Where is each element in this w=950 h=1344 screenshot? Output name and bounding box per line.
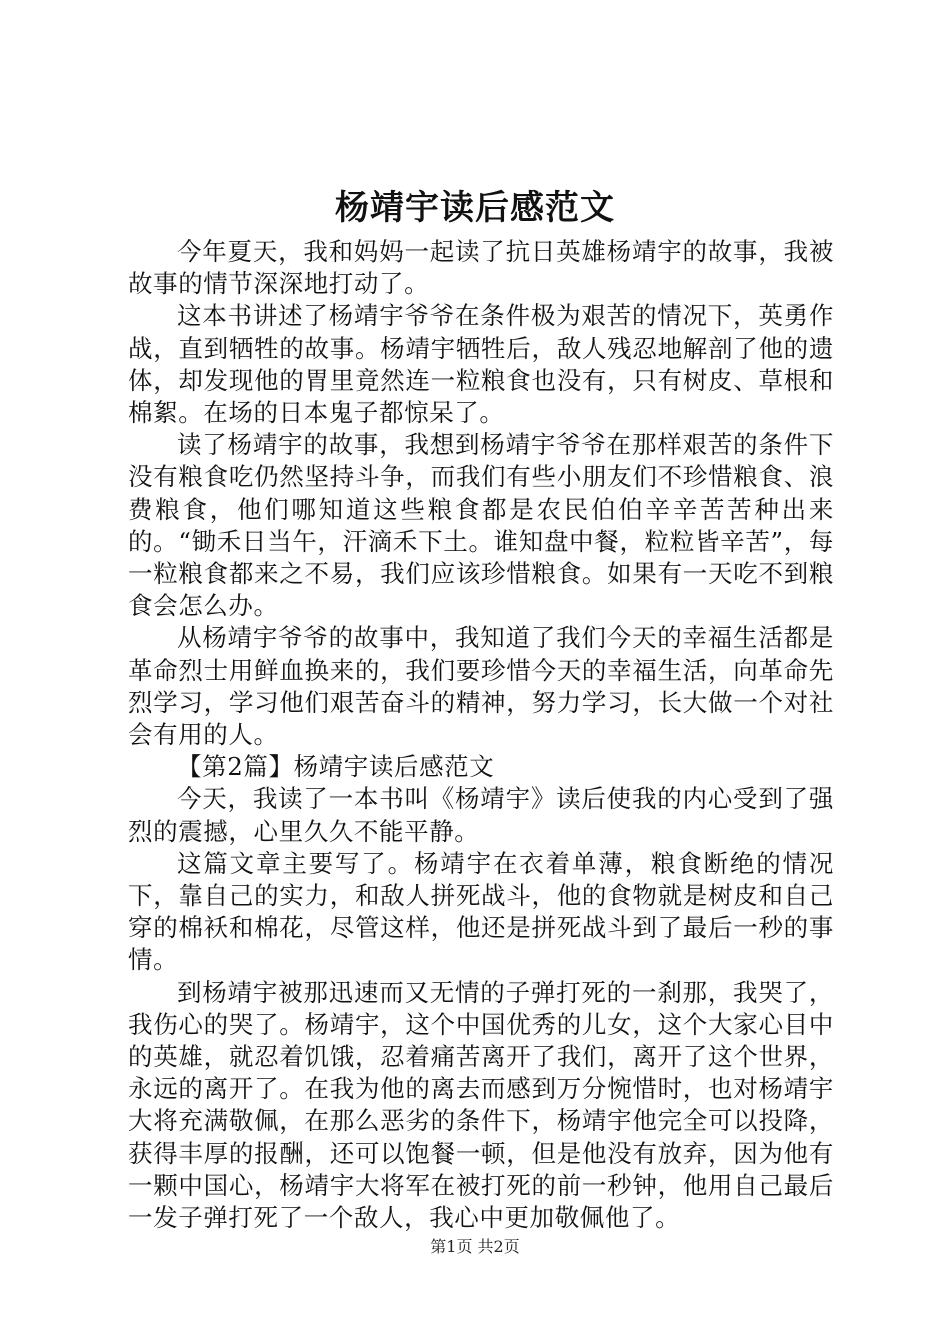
section-heading: 【第2篇】杨靖宇读后感范文 <box>177 752 495 782</box>
page-title: 杨靖宇读后感范文 <box>335 188 615 228</box>
paragraph-2: 这本书讲述了杨靖宇爷爷在条件极为艰苦的情况下，英勇作战，直到牺牲的故事。杨靖宇牺牲后，敌人残忍地解剖了他的遗体，却发现他的胃里竟然连一粒粮食也没有，只有树皮、草根和棉絮。在场的日本鬼子都惊呆了。 <box>128 301 834 428</box>
paragraph-4: 从杨靖宇爷爷的故事中，我知道了我们今天的幸福生活都是革命烈士用鲜血换来的，我们要珍惜今天的幸福生活，向革命先烈学习，学习他们艰苦奋斗的精神，努力学习，长大做一个对社会有用的人。 <box>128 623 834 750</box>
paragraph-6: 这篇文章主要写了。杨靖宇在衣着单薄，粮食断绝的情况下，靠自己的实力，和敌人拼死战斗，他的食物就是树皮和自己穿的棉袄和棉花，尽管这样，他还是拼死战斗到了最后一秒的事情。 <box>128 848 834 975</box>
paragraph-7: 到杨靖宇被那迅速而又无情的子弹打死的一刹那，我哭了，我伤心的哭了。杨靖宇，这个中国优秀的儿女，这个大家心目中的英雄，就忍着饥饿，忍着痛苦离开了我们，离开了这个世界，永远的离开了。在我为他的离去而感到万分惋惜时，也对杨靖宇大将充满敬佩，在那么恶劣的条件下，杨靖宇他完全可以投降，获得丰厚的报酬，还可以饱餐一顿，但是他没有放弃，因为他有一颗中国心，杨靖宇大将军在被打死的前一秒钟，他用自己最后一发子弹打死了一个敌人，我心中更加敬佩他了。 <box>128 977 834 1233</box>
page-footer: 第1页 共2页 <box>430 1237 520 1256</box>
paragraph-5: 今天，我读了一本书叫《杨靖宇》读后使我的内心受到了强烈的震撼，心里久久不能平静。 <box>128 784 834 846</box>
document-body <box>128 236 834 1234</box>
paragraph-1: 今年夏天，我和妈妈一起读了抗日英雄杨靖宇的故事，我被故事的情节深深地打动了。 <box>128 237 834 299</box>
paragraph-3: 读了杨靖宇的故事，我想到杨靖宇爷爷在那样艰苦的条件下没有粮食吃仍然坚持斗争，而我们有些小朋友们不珍惜粮食、浪费粮食，他们哪知道这些粮食都是农民伯伯辛辛苦苦种出来的。“锄禾日当午，汗滴禾下土。谁知盘中餐，粒粒皆辛苦”，每一粒粮食都来之不易，我们应该珍惜粮食。如果有一天吃不到粮食会怎么办。 <box>128 430 834 621</box>
